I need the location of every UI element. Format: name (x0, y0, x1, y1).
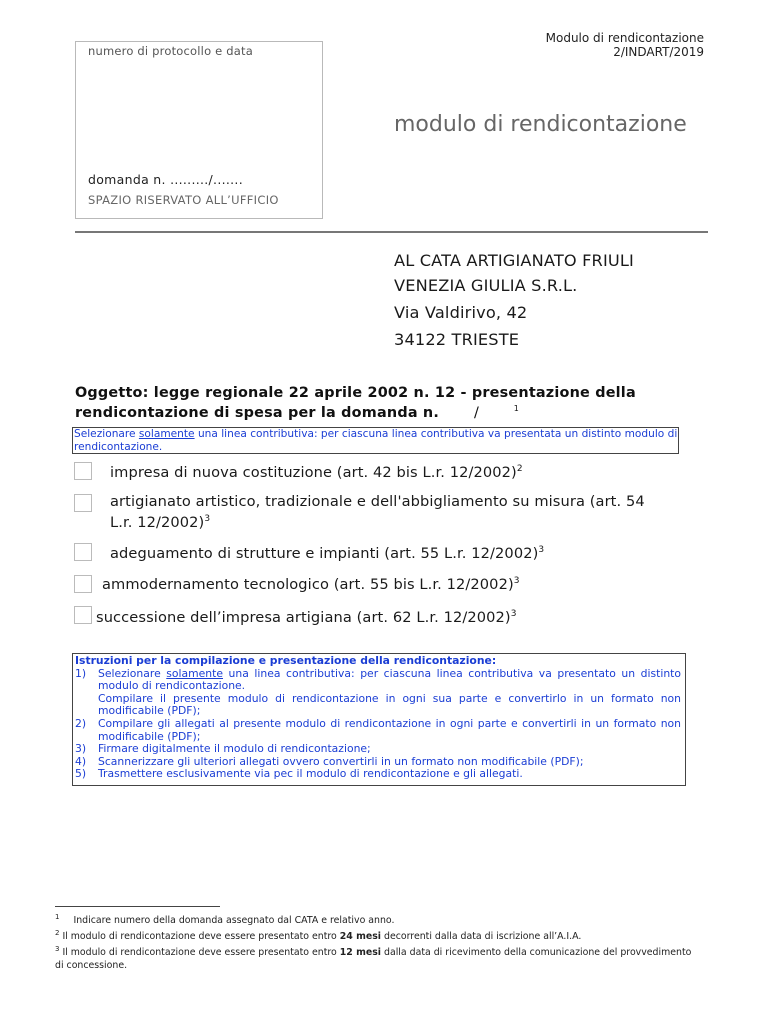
footnote-3 (55, 943, 695, 972)
option-text-3: adeguamento di strutture e impianti (art. 55 L.r. 12/2002) (110, 544, 539, 562)
recipient-line2: VENEZIA GIULIA S.R.L. (394, 276, 578, 295)
option-ref-2: 3 (204, 513, 211, 524)
footnote-text-3-pre: Il modulo di rendicontazione deve essere presentato entro (62, 947, 340, 959)
footnote-text-2-post: decorrenti dalla data di iscrizione all’A.I.A. (381, 931, 582, 943)
option-ref-5: 3 (510, 609, 517, 619)
footnote-num-2: 2 (55, 929, 60, 937)
subject (75, 385, 685, 421)
instruction-text-1-pre: Selezionare (98, 666, 167, 680)
option-label-1 (110, 461, 523, 481)
office-reserved-label: SPAZIO RISERVATO ALL’UFFICIO (88, 193, 279, 207)
footnote-2 (55, 927, 695, 944)
option-checkbox-1[interactable] (74, 462, 92, 480)
recipient-line4: 34122 TRIESTE (394, 330, 520, 349)
instruction-text-4: Scannerizzare gli ulteriori allegati ovvero convertirli in un formato non modificabile (PDF); (98, 754, 584, 768)
option-label-4 (102, 573, 520, 593)
instruction-text-1-extra: Compilare il presente modulo di rendicontazione in ogni sua parte e convertirlo in un formato non modificabile (PDF); (98, 691, 681, 718)
instruction-text-5: Trasmettere esclusivamente via pec il modulo di rendicontazione e gli allegati. (98, 767, 523, 781)
option-ref-1: 2 (516, 464, 523, 474)
recipient-line3: Via Valdirivo, 42 (394, 303, 528, 322)
footnote-text-3-bold: 12 mesi (339, 947, 382, 959)
option-checkbox-2[interactable] (74, 494, 92, 512)
instructions-box (72, 653, 686, 786)
option-checkbox-3[interactable] (74, 543, 92, 561)
option-ref-3: 3 (538, 545, 545, 555)
form-code-line2: 2/INDART/2019 (613, 45, 704, 59)
instruction-text-1-underlined: solamente (166, 666, 223, 680)
footnote-text-2-pre: Il modulo di rendicontazione deve essere presentato entro (62, 931, 340, 943)
subject-footnote-ref: 1 (513, 404, 520, 413)
selection-note-underlined: solamente (138, 428, 195, 440)
selection-note-pre: Selezionare (74, 428, 139, 440)
footnote-text-1: Indicare numero della domanda assegnato dal CATA e relativo anno. (73, 915, 395, 927)
footnote-num-1: 1 (55, 913, 60, 921)
instruction-text-3: Firmare digitalmente il modulo di rendicontazione; (98, 742, 371, 756)
instruction-num-5: 5) (75, 767, 87, 781)
form-code-line1: Modulo di rendicontazione (545, 31, 704, 45)
subject-line1: Oggetto: legge regionale 22 aprile 2002 n. 12 - presentazione della (75, 385, 636, 401)
instruction-text-1-post: una linea contributiva: per ciascuna linea contributiva va presentato un distinto modulo di rendicontazione. (98, 666, 682, 693)
instruction-item (75, 768, 685, 781)
footnote-text-3-post: dalla data di ricevimento della comunicazione del provvedimento di concessione. (55, 947, 692, 971)
page-title: modulo di rendicontazione (394, 112, 687, 137)
option-text-5: successione dell’impresa artigiana (art. 62 L.r. 12/2002) (96, 608, 511, 626)
instructions-title: Istruzioni per la compilazione e presentazione della rendicontazione: (75, 654, 497, 667)
instruction-text-2: Compilare gli allegati al presente modulo di rendicontazione in ogni parte e convertirli in un formato non modificabile (PDF); (98, 716, 681, 743)
protocol-box (75, 41, 323, 219)
recipient-line1: AL CATA ARTIGIANATO FRIULI (394, 251, 634, 270)
instruction-num-4: 4) (75, 754, 87, 768)
option-checkbox-5[interactable] (74, 606, 92, 624)
option-text-4: ammodernamento tecnologico (art. 55 bis L.r. 12/2002) (102, 575, 514, 593)
footnote-divider (55, 906, 220, 907)
instruction-item (75, 743, 685, 756)
instruction-num-1: 1) (75, 666, 87, 680)
option-ref-4: 3 (513, 576, 520, 586)
subject-slash: / (474, 404, 480, 421)
domanda-number-field[interactable]: domanda n. ........./....... (88, 172, 243, 187)
option-text-2b: L.r. 12/2002) (110, 513, 205, 531)
footnote-num-3: 3 (55, 945, 60, 953)
protocol-label: numero di protocollo e data (88, 44, 254, 58)
subject-line2-text: rendicontazione di spesa per la domanda n. (75, 404, 440, 421)
footnote-1 (55, 911, 695, 928)
footnote-text-2-bold: 24 mesi (339, 931, 382, 943)
instruction-item (75, 718, 685, 743)
option-label-3 (110, 542, 544, 562)
instruction-num-3: 3) (75, 742, 87, 756)
option-label-2 (110, 493, 680, 531)
instruction-text-1 (98, 668, 685, 718)
option-checkbox-4[interactable] (74, 575, 92, 593)
subject-line2 (75, 401, 685, 421)
option-text-1: impresa di nuova costituzione (art. 42 bis L.r. 12/2002) (110, 463, 517, 481)
header-divider (75, 231, 708, 233)
option-text-2: artigianato artistico, tradizionale e dell'abbigliamento su misura (art. 54 (110, 493, 645, 510)
instruction-item (75, 668, 685, 718)
selection-note (72, 427, 679, 454)
form-code (546, 31, 704, 59)
option-label-5 (96, 606, 517, 626)
instruction-num-2: 2) (75, 716, 87, 730)
selection-note-post: una linea contributiva: per ciascuna linea contributiva va presentata un distinto modulo di rendicontazione. (74, 428, 678, 453)
